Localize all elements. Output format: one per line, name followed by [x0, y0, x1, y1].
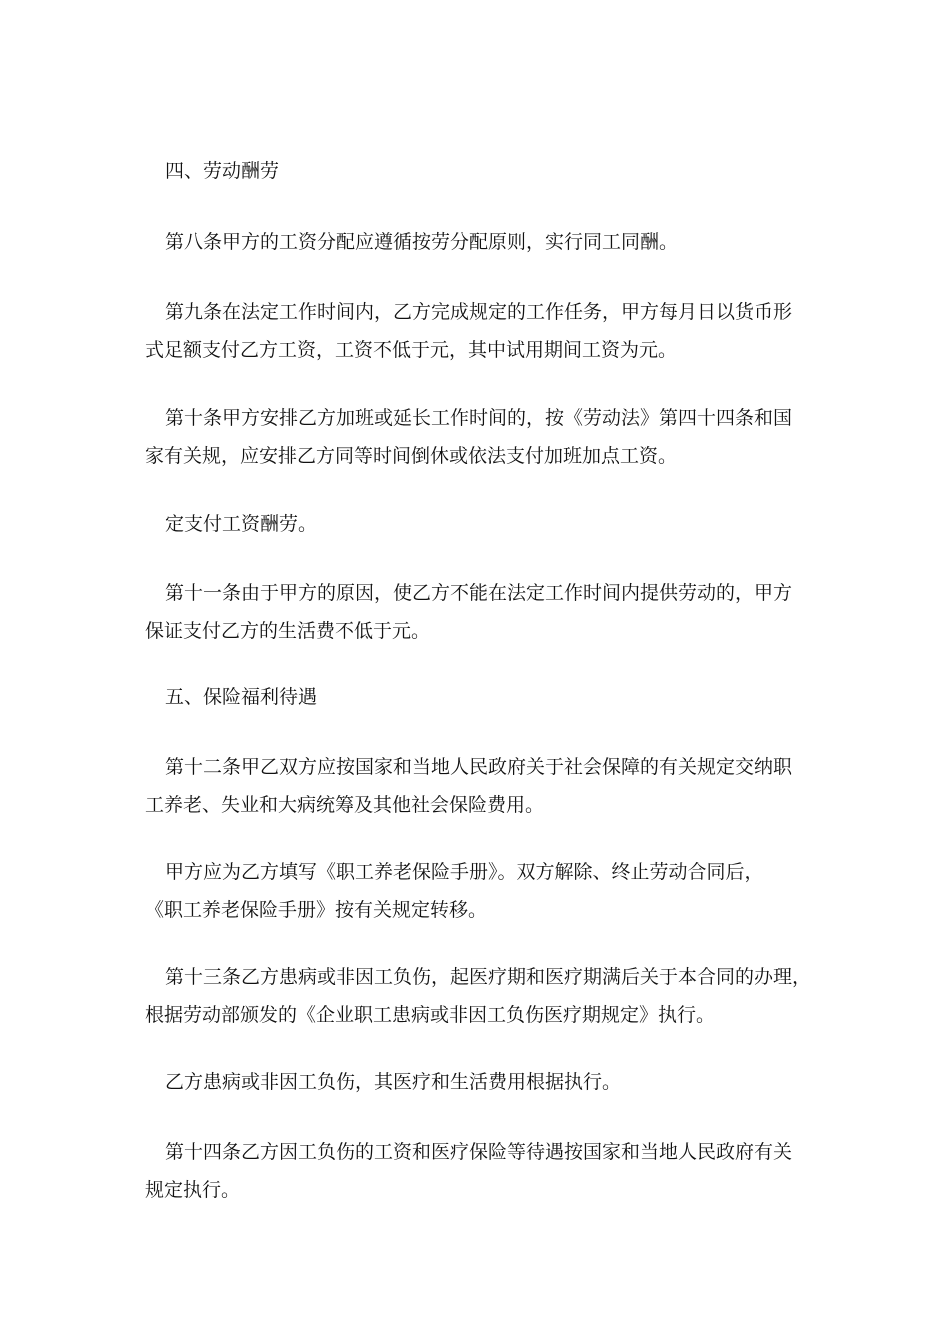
section-heading-insurance-welfare	[145, 678, 815, 716]
illness-expenses-paragraph	[145, 1063, 815, 1101]
text-line: 五、保险福利待遇	[165, 686, 318, 708]
text-line: 第十一条由于甲方的原因，使乙方不能在法定工作时间内提供劳动的，甲方	[165, 582, 793, 604]
text-line: 第九条在法定工作时间内，乙方完成规定的工作任务，甲方每月日以货币形	[165, 301, 793, 323]
text-line: 第十条甲方安排乙方加班或延长工作时间的，按《劳动法》第四十四条和国	[165, 407, 793, 429]
article-11-paragraph	[145, 574, 815, 650]
text-line: 第八条甲方的工资分配应遵循按劳分配原则，实行同工同酬。	[165, 231, 679, 253]
text-line: 乙方患病或非因工负伤，其医疗和生活费用根据执行。	[165, 1071, 622, 1093]
text-line: 家有关规，应安排乙方同等时间倒休或依法支付加班加点工资。	[145, 445, 678, 467]
article-12-paragraph	[145, 748, 815, 824]
text-line: 式足额支付乙方工资，工资不低于元，其中试用期间工资为元。	[145, 339, 678, 361]
article-14-paragraph	[145, 1133, 815, 1209]
text-line: 根据劳动部颁发的《企业职工患病或非因工负伤医疗期规定》执行。	[145, 1004, 716, 1026]
section-heading-labor-remuneration	[145, 152, 815, 190]
text-line: 规定执行。	[145, 1179, 241, 1201]
article-9-paragraph	[145, 293, 815, 369]
text-line: 第十三条乙方患病或非因工负伤，起医疗期和医疗期满后关于本合同的办理，	[165, 966, 812, 988]
article-8-paragraph	[145, 223, 815, 261]
text-line: 第十二条甲乙双方应按国家和当地人民政府关于社会保障的有关规定交纳职	[165, 756, 793, 778]
text-line: 工养老、失业和大病统筹及其他社会保险费用。	[145, 794, 545, 816]
text-line: 四、劳动酬劳	[165, 160, 280, 182]
article-10-paragraph	[145, 399, 815, 475]
text-line: 甲方应为乙方填写《职工养老保险手册》。双方解除、终止劳动合同后，	[165, 861, 764, 883]
pension-handbook-paragraph	[145, 853, 815, 929]
text-line: 定支付工资酬劳。	[165, 513, 318, 535]
text-line: 第十四条乙方因工负伤的工资和医疗保险等待遇按国家和当地人民政府有关	[165, 1141, 793, 1163]
text-line: 保证支付乙方的生活费不低于元。	[145, 620, 431, 642]
article-13-paragraph	[145, 958, 815, 1034]
text-line: 《职工养老保险手册》按有关规定转移。	[145, 899, 488, 921]
wage-payment-paragraph	[145, 505, 815, 543]
